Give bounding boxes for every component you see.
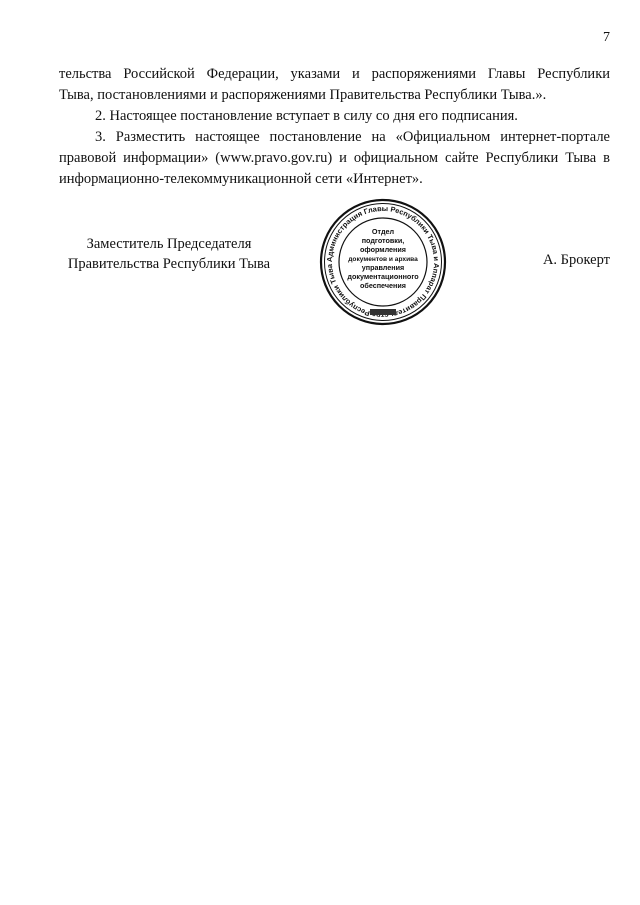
document-body (59, 64, 610, 190)
paragraph-1-line-2: Тыва, постановлениями и распоряжениями Правительства Республики Тыва.». (59, 87, 547, 103)
paragraph-3-line-1: 3. Разместить настоящее постановление на «Официальном интернет-портале (95, 129, 610, 145)
seal-center-line-7: обеспечения (359, 281, 407, 290)
official-seal (318, 197, 448, 327)
seal-center-line-2: подготовки, (361, 236, 405, 245)
page-number: 7 (603, 30, 610, 45)
seal-outer-text: Администрация Главы Республики Тыва и Аппарат Правител ств Республики Тыва (324, 203, 442, 321)
signatory-name: А. Брокерт (542, 252, 610, 268)
paragraph-3-line-3: информационно-телекоммуникационной сети «Интернет». (59, 171, 423, 187)
seal-center-line-3: оформления (359, 245, 407, 254)
paragraph-3-line-2: правовой информации» (www.pravo.gov.ru) и официальном сайте Республики Тыва в (59, 150, 610, 166)
seal-center-line-1: Отдел (371, 227, 395, 236)
paragraph-2-line-1: 2. Настоящее постановление вступает в силу со дня его подписания. (95, 108, 518, 124)
seal-center-line-6: документационного (347, 272, 419, 281)
seal-center-line-4: документов и архива (348, 256, 418, 263)
signatory-title (59, 234, 279, 274)
signatory-title-line-2: Правительства Республики Тыва (67, 256, 271, 272)
paragraph-1-line-1: тельства Российской Федерации, указами и распоряжениями Главы Республики (59, 66, 610, 82)
seal-stamp-mark (370, 309, 396, 315)
signatory-title-line-1: Заместитель Председателя (86, 236, 252, 252)
seal-center-line-5: управления (361, 263, 405, 272)
